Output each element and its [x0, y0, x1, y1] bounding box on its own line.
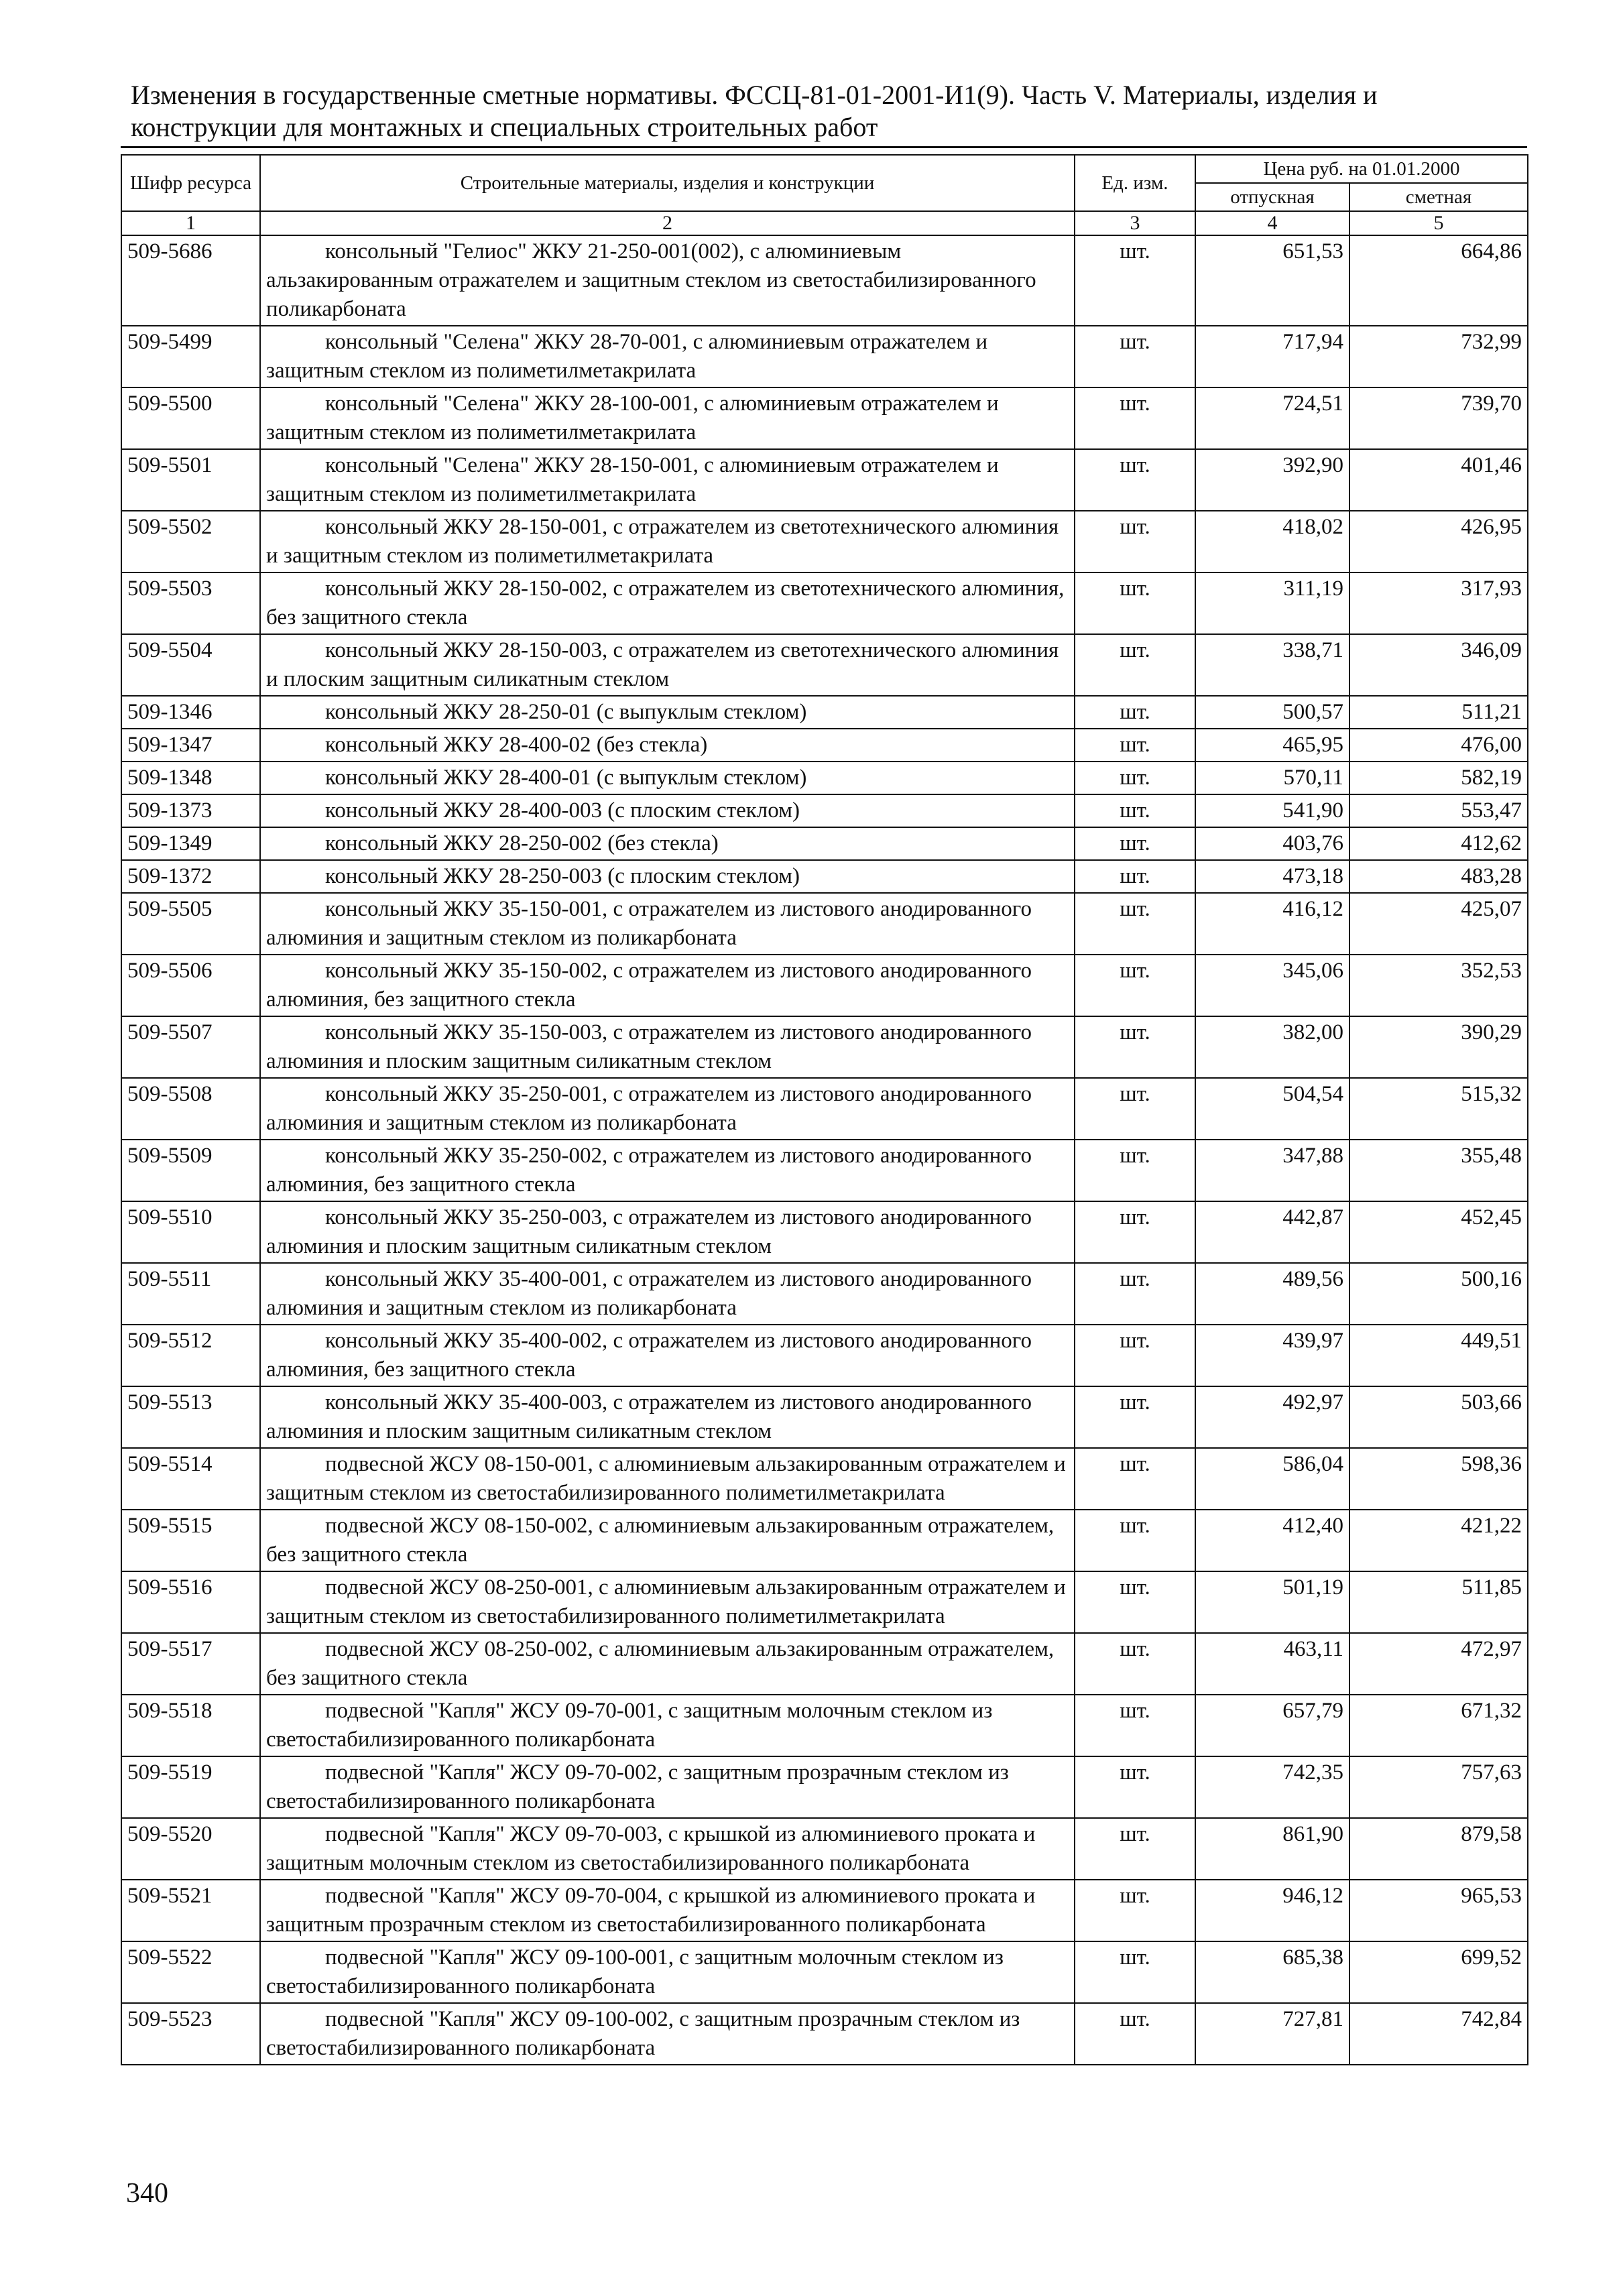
material-description: консольный ЖКУ 35-400-003, с отражателем из листового анодированного алюминия и плоским защитным силикатным стеклом: [260, 1386, 1075, 1448]
resource-code: 509-5523: [121, 2003, 260, 2065]
estimate-price: 515,32: [1349, 1078, 1528, 1140]
material-description: подвесной ЖСУ 08-150-001, с алюминиевым альзакированным отражателем и защитным стеклом из светостабилизированного полиметилметакрилата: [260, 1448, 1075, 1510]
unit-of-measure: шт.: [1075, 955, 1195, 1016]
table-row: [121, 235, 1528, 326]
material-description: подвесной ЖСУ 08-250-001, с алюминиевым альзакированным отражателем и защитным стеклом из светостабилизированного полиметилметакрилата: [260, 1571, 1075, 1633]
col-header-price-group: Цена руб. на 01.01.2000: [1195, 155, 1528, 183]
estimate-price: 472,97: [1349, 1633, 1528, 1695]
material-description: подвесной "Капля" ЖСУ 09-70-003, с крышкой из алюминиевого проката и защитным молочным стеклом из светостабилизированного поликарбоната: [260, 1818, 1075, 1880]
resource-code: 509-5499: [121, 326, 260, 387]
unit-of-measure: шт.: [1075, 1941, 1195, 2003]
col-number: 2: [260, 211, 1075, 235]
material-description: консольный ЖКУ 28-400-003 (с плоским стеклом): [260, 794, 1075, 827]
release-price: 412,40: [1195, 1510, 1349, 1571]
resource-code: 509-1373: [121, 794, 260, 827]
unit-of-measure: шт.: [1075, 1818, 1195, 1880]
estimate-price: 476,00: [1349, 729, 1528, 762]
release-price: 463,11: [1195, 1633, 1349, 1695]
table-row: [121, 1078, 1528, 1140]
estimate-price: 425,07: [1349, 893, 1528, 955]
material-description: подвесной "Капля" ЖСУ 09-70-001, с защитным молочным стеклом из светостабилизированного поликарбоната: [260, 1695, 1075, 1756]
resource-code: 509-5511: [121, 1263, 260, 1325]
table-body: [121, 235, 1528, 2065]
unit-of-measure: шт.: [1075, 1510, 1195, 1571]
estimate-price: 598,36: [1349, 1448, 1528, 1510]
table-row: [121, 1510, 1528, 1571]
resource-code: 509-5500: [121, 387, 260, 449]
table-row: [121, 572, 1528, 634]
resource-code: 509-1348: [121, 762, 260, 794]
resource-code: 509-1372: [121, 860, 260, 893]
unit-of-measure: шт.: [1075, 2003, 1195, 2065]
table-row: [121, 794, 1528, 827]
resource-code: 509-5507: [121, 1016, 260, 1078]
material-description: консольный ЖКУ 28-400-02 (без стекла): [260, 729, 1075, 762]
table-row: [121, 511, 1528, 572]
col-number: 5: [1349, 211, 1528, 235]
resource-code: 509-5522: [121, 1941, 260, 2003]
release-price: 416,12: [1195, 893, 1349, 955]
table-row: [121, 1756, 1528, 1818]
material-description: консольный ЖКУ 28-250-003 (с плоским стеклом): [260, 860, 1075, 893]
resource-code: 509-5504: [121, 634, 260, 696]
estimate-price: 452,45: [1349, 1201, 1528, 1263]
table-row: [121, 955, 1528, 1016]
col-header-unit: Ед. изм.: [1075, 155, 1195, 211]
material-description: подвесной ЖСУ 08-250-002, с алюминиевым альзакированным отражателем, без защитного стекла: [260, 1633, 1075, 1695]
unit-of-measure: шт.: [1075, 1880, 1195, 1941]
release-price: 492,97: [1195, 1386, 1349, 1448]
resource-code: 509-5516: [121, 1571, 260, 1633]
table-row: [121, 1201, 1528, 1263]
material-description: консольный ЖКУ 28-250-002 (без стекла): [260, 827, 1075, 860]
table-row: [121, 729, 1528, 762]
release-price: 861,90: [1195, 1818, 1349, 1880]
material-description: консольный "Селена" ЖКУ 28-70-001, с алюминиевым отражателем и защитным стеклом из полиметилметакрилата: [260, 326, 1075, 387]
table-row: [121, 634, 1528, 696]
resource-code: 509-5520: [121, 1818, 260, 1880]
release-price: 473,18: [1195, 860, 1349, 893]
resource-code: 509-5506: [121, 955, 260, 1016]
table-row: [121, 893, 1528, 955]
unit-of-measure: шт.: [1075, 1201, 1195, 1263]
release-price: 392,90: [1195, 449, 1349, 511]
resource-code: 509-5514: [121, 1448, 260, 1510]
resource-code: 509-5515: [121, 1510, 260, 1571]
release-price: 338,71: [1195, 634, 1349, 696]
table-row: [121, 1818, 1528, 1880]
estimate-price: 757,63: [1349, 1756, 1528, 1818]
unit-of-measure: шт.: [1075, 511, 1195, 572]
table-row: [121, 1941, 1528, 2003]
material-description: консольный ЖКУ 28-400-01 (с выпуклым стеклом): [260, 762, 1075, 794]
estimate-price: 421,22: [1349, 1510, 1528, 1571]
material-description: консольный ЖКУ 28-150-002, с отражателем из светотехнического алюминия, без защитного стекла: [260, 572, 1075, 634]
price-table: [121, 154, 1528, 2065]
resource-code: 509-5513: [121, 1386, 260, 1448]
release-price: 382,00: [1195, 1016, 1349, 1078]
release-price: 946,12: [1195, 1880, 1349, 1941]
unit-of-measure: шт.: [1075, 794, 1195, 827]
unit-of-measure: шт.: [1075, 1756, 1195, 1818]
estimate-price: 699,52: [1349, 1941, 1528, 2003]
resource-code: 509-5505: [121, 893, 260, 955]
material-description: подвесной ЖСУ 08-150-002, с алюминиевым альзакированным отражателем, без защитного стекла: [260, 1510, 1075, 1571]
unit-of-measure: шт.: [1075, 1263, 1195, 1325]
release-price: 727,81: [1195, 2003, 1349, 2065]
unit-of-measure: шт.: [1075, 893, 1195, 955]
estimate-price: 401,46: [1349, 449, 1528, 511]
release-price: 657,79: [1195, 1695, 1349, 1756]
unit-of-measure: шт.: [1075, 1016, 1195, 1078]
unit-of-measure: шт.: [1075, 860, 1195, 893]
unit-of-measure: шт.: [1075, 696, 1195, 729]
estimate-price: 582,19: [1349, 762, 1528, 794]
estimate-price: 449,51: [1349, 1325, 1528, 1386]
release-price: 504,54: [1195, 1078, 1349, 1140]
resource-code: 509-5508: [121, 1078, 260, 1140]
estimate-price: 390,29: [1349, 1016, 1528, 1078]
table-row: [121, 1325, 1528, 1386]
table-row: [121, 696, 1528, 729]
estimate-price: 352,53: [1349, 955, 1528, 1016]
estimate-price: 503,66: [1349, 1386, 1528, 1448]
unit-of-measure: шт.: [1075, 572, 1195, 634]
resource-code: 509-1347: [121, 729, 260, 762]
material-description: консольный ЖКУ 28-250-01 (с выпуклым стеклом): [260, 696, 1075, 729]
estimate-price: 742,84: [1349, 2003, 1528, 2065]
table-row: [121, 1386, 1528, 1448]
unit-of-measure: шт.: [1075, 326, 1195, 387]
unit-of-measure: шт.: [1075, 1078, 1195, 1140]
table-row: [121, 1448, 1528, 1510]
material-description: консольный ЖКУ 35-150-003, с отражателем из листового анодированного алюминия и плоским защитным силикатным стеклом: [260, 1016, 1075, 1078]
table-row: [121, 1571, 1528, 1633]
table-row: [121, 1695, 1528, 1756]
unit-of-measure: шт.: [1075, 634, 1195, 696]
release-price: 724,51: [1195, 387, 1349, 449]
table-row: [121, 387, 1528, 449]
release-price: 465,95: [1195, 729, 1349, 762]
unit-of-measure: шт.: [1075, 449, 1195, 511]
material-description: подвесной "Капля" ЖСУ 09-100-002, с защитным прозрачным стеклом из светостабилизированного поликарбоната: [260, 2003, 1075, 2065]
table-row: [121, 762, 1528, 794]
col-number: 1: [121, 211, 260, 235]
table-row: [121, 860, 1528, 893]
material-description: консольный ЖКУ 35-400-002, с отражателем из листового анодированного алюминия, без защитного стекла: [260, 1325, 1075, 1386]
col-header-name: Строительные материалы, изделия и конструкции: [260, 155, 1075, 211]
resource-code: 509-5509: [121, 1140, 260, 1201]
estimate-price: 346,09: [1349, 634, 1528, 696]
unit-of-measure: шт.: [1075, 1140, 1195, 1201]
page-header: Изменения в государственные сметные нормативы. ФССЦ-81-01-2001-И1(9). Часть V. Материалы, изделия и конструкции для монтажных и специальных строительных работ: [131, 80, 1378, 142]
col-number: 3: [1075, 211, 1195, 235]
release-price: 717,94: [1195, 326, 1349, 387]
estimate-price: 739,70: [1349, 387, 1528, 449]
page-number: 340: [126, 2178, 168, 2209]
material-description: консольный ЖКУ 35-400-001, с отражателем из листового анодированного алюминия и защитным стеклом из поликарбоната: [260, 1263, 1075, 1325]
table-row: [121, 1880, 1528, 1941]
release-price: 500,57: [1195, 696, 1349, 729]
release-price: 651,53: [1195, 235, 1349, 326]
estimate-price: 355,48: [1349, 1140, 1528, 1201]
release-price: 501,19: [1195, 1571, 1349, 1633]
release-price: 403,76: [1195, 827, 1349, 860]
header-divider: [121, 146, 1527, 148]
resource-code: 509-5517: [121, 1633, 260, 1695]
resource-code: 509-1346: [121, 696, 260, 729]
resource-code: 509-1349: [121, 827, 260, 860]
release-price: 345,06: [1195, 955, 1349, 1016]
release-price: 742,35: [1195, 1756, 1349, 1818]
unit-of-measure: шт.: [1075, 1448, 1195, 1510]
material-description: консольный ЖКУ 35-150-002, с отражателем из листового анодированного алюминия, без защитного стекла: [260, 955, 1075, 1016]
resource-code: 509-5686: [121, 235, 260, 326]
unit-of-measure: шт.: [1075, 1386, 1195, 1448]
material-description: консольный "Селена" ЖКУ 28-100-001, с алюминиевым отражателем и защитным стеклом из полиметилметакрилата: [260, 387, 1075, 449]
release-price: 442,87: [1195, 1201, 1349, 1263]
col-number: 4: [1195, 211, 1349, 235]
unit-of-measure: шт.: [1075, 827, 1195, 860]
material-description: консольный "Гелиос" ЖКУ 21-250-001(002), с алюминиевым альзакированным отражателем и защитным стеклом из светостабилизированного поликарбоната: [260, 235, 1075, 326]
material-description: консольный "Селена" ЖКУ 28-150-001, с алюминиевым отражателем и защитным стеклом из полиметилметакрилата: [260, 449, 1075, 511]
material-description: подвесной "Капля" ЖСУ 09-70-004, с крышкой из алюминиевого проката и защитным прозрачным стеклом из светостабилизированного поликарбоната: [260, 1880, 1075, 1941]
estimate-price: 879,58: [1349, 1818, 1528, 1880]
estimate-price: 483,28: [1349, 860, 1528, 893]
estimate-price: 317,93: [1349, 572, 1528, 634]
material-description: подвесной "Капля" ЖСУ 09-100-001, с защитным молочным стеклом из светостабилизированного поликарбоната: [260, 1941, 1075, 2003]
resource-code: 509-5519: [121, 1756, 260, 1818]
table-row: [121, 1140, 1528, 1201]
resource-code: 509-5521: [121, 1880, 260, 1941]
estimate-price: 965,53: [1349, 1880, 1528, 1941]
release-price: 311,19: [1195, 572, 1349, 634]
release-price: 347,88: [1195, 1140, 1349, 1201]
estimate-price: 671,32: [1349, 1695, 1528, 1756]
estimate-price: 511,21: [1349, 696, 1528, 729]
material-description: консольный ЖКУ 35-250-003, с отражателем из листового анодированного алюминия и плоским защитным силикатным стеклом: [260, 1201, 1075, 1263]
release-price: 570,11: [1195, 762, 1349, 794]
resource-code: 509-5501: [121, 449, 260, 511]
table-row: [121, 1263, 1528, 1325]
resource-code: 509-5503: [121, 572, 260, 634]
resource-code: 509-5518: [121, 1695, 260, 1756]
release-price: 685,38: [1195, 1941, 1349, 2003]
unit-of-measure: шт.: [1075, 1325, 1195, 1386]
release-price: 439,97: [1195, 1325, 1349, 1386]
material-description: подвесной "Капля" ЖСУ 09-70-002, с защитным прозрачным стеклом из светостабилизированного поликарбоната: [260, 1756, 1075, 1818]
estimate-price: 412,62: [1349, 827, 1528, 860]
release-price: 586,04: [1195, 1448, 1349, 1510]
material-description: консольный ЖКУ 28-150-001, с отражателем из светотехнического алюминия и защитным стеклом из полиметилметакрилата: [260, 511, 1075, 572]
unit-of-measure: шт.: [1075, 387, 1195, 449]
unit-of-measure: шт.: [1075, 762, 1195, 794]
table-row: [121, 449, 1528, 511]
estimate-price: 500,16: [1349, 1263, 1528, 1325]
estimate-price: 664,86: [1349, 235, 1528, 326]
resource-code: 509-5510: [121, 1201, 260, 1263]
table-row: [121, 827, 1528, 860]
release-price: 418,02: [1195, 511, 1349, 572]
unit-of-measure: шт.: [1075, 1571, 1195, 1633]
estimate-price: 511,85: [1349, 1571, 1528, 1633]
table-row: [121, 2003, 1528, 2065]
col-header-code: Шифр ресурса: [121, 155, 260, 211]
unit-of-measure: шт.: [1075, 235, 1195, 326]
col-header-price-release: отпускная: [1195, 183, 1349, 211]
unit-of-measure: шт.: [1075, 729, 1195, 762]
resource-code: 509-5512: [121, 1325, 260, 1386]
material-description: консольный ЖКУ 35-150-001, с отражателем из листового анодированного алюминия и защитным стеклом из поликарбоната: [260, 893, 1075, 955]
table-row: [121, 326, 1528, 387]
table-row: [121, 1633, 1528, 1695]
material-description: консольный ЖКУ 35-250-001, с отражателем из листового анодированного алюминия и защитным стеклом из поликарбоната: [260, 1078, 1075, 1140]
col-header-price-estimate: сметная: [1349, 183, 1528, 211]
unit-of-measure: шт.: [1075, 1633, 1195, 1695]
resource-code: 509-5502: [121, 511, 260, 572]
estimate-price: 426,95: [1349, 511, 1528, 572]
release-price: 541,90: [1195, 794, 1349, 827]
table-row: [121, 1016, 1528, 1078]
release-price: 489,56: [1195, 1263, 1349, 1325]
unit-of-measure: шт.: [1075, 1695, 1195, 1756]
material-description: консольный ЖКУ 35-250-002, с отражателем из листового анодированного алюминия, без защитного стекла: [260, 1140, 1075, 1201]
material-description: консольный ЖКУ 28-150-003, с отражателем из светотехнического алюминия и плоским защитным силикатным стеклом: [260, 634, 1075, 696]
estimate-price: 732,99: [1349, 326, 1528, 387]
estimate-price: 553,47: [1349, 794, 1528, 827]
